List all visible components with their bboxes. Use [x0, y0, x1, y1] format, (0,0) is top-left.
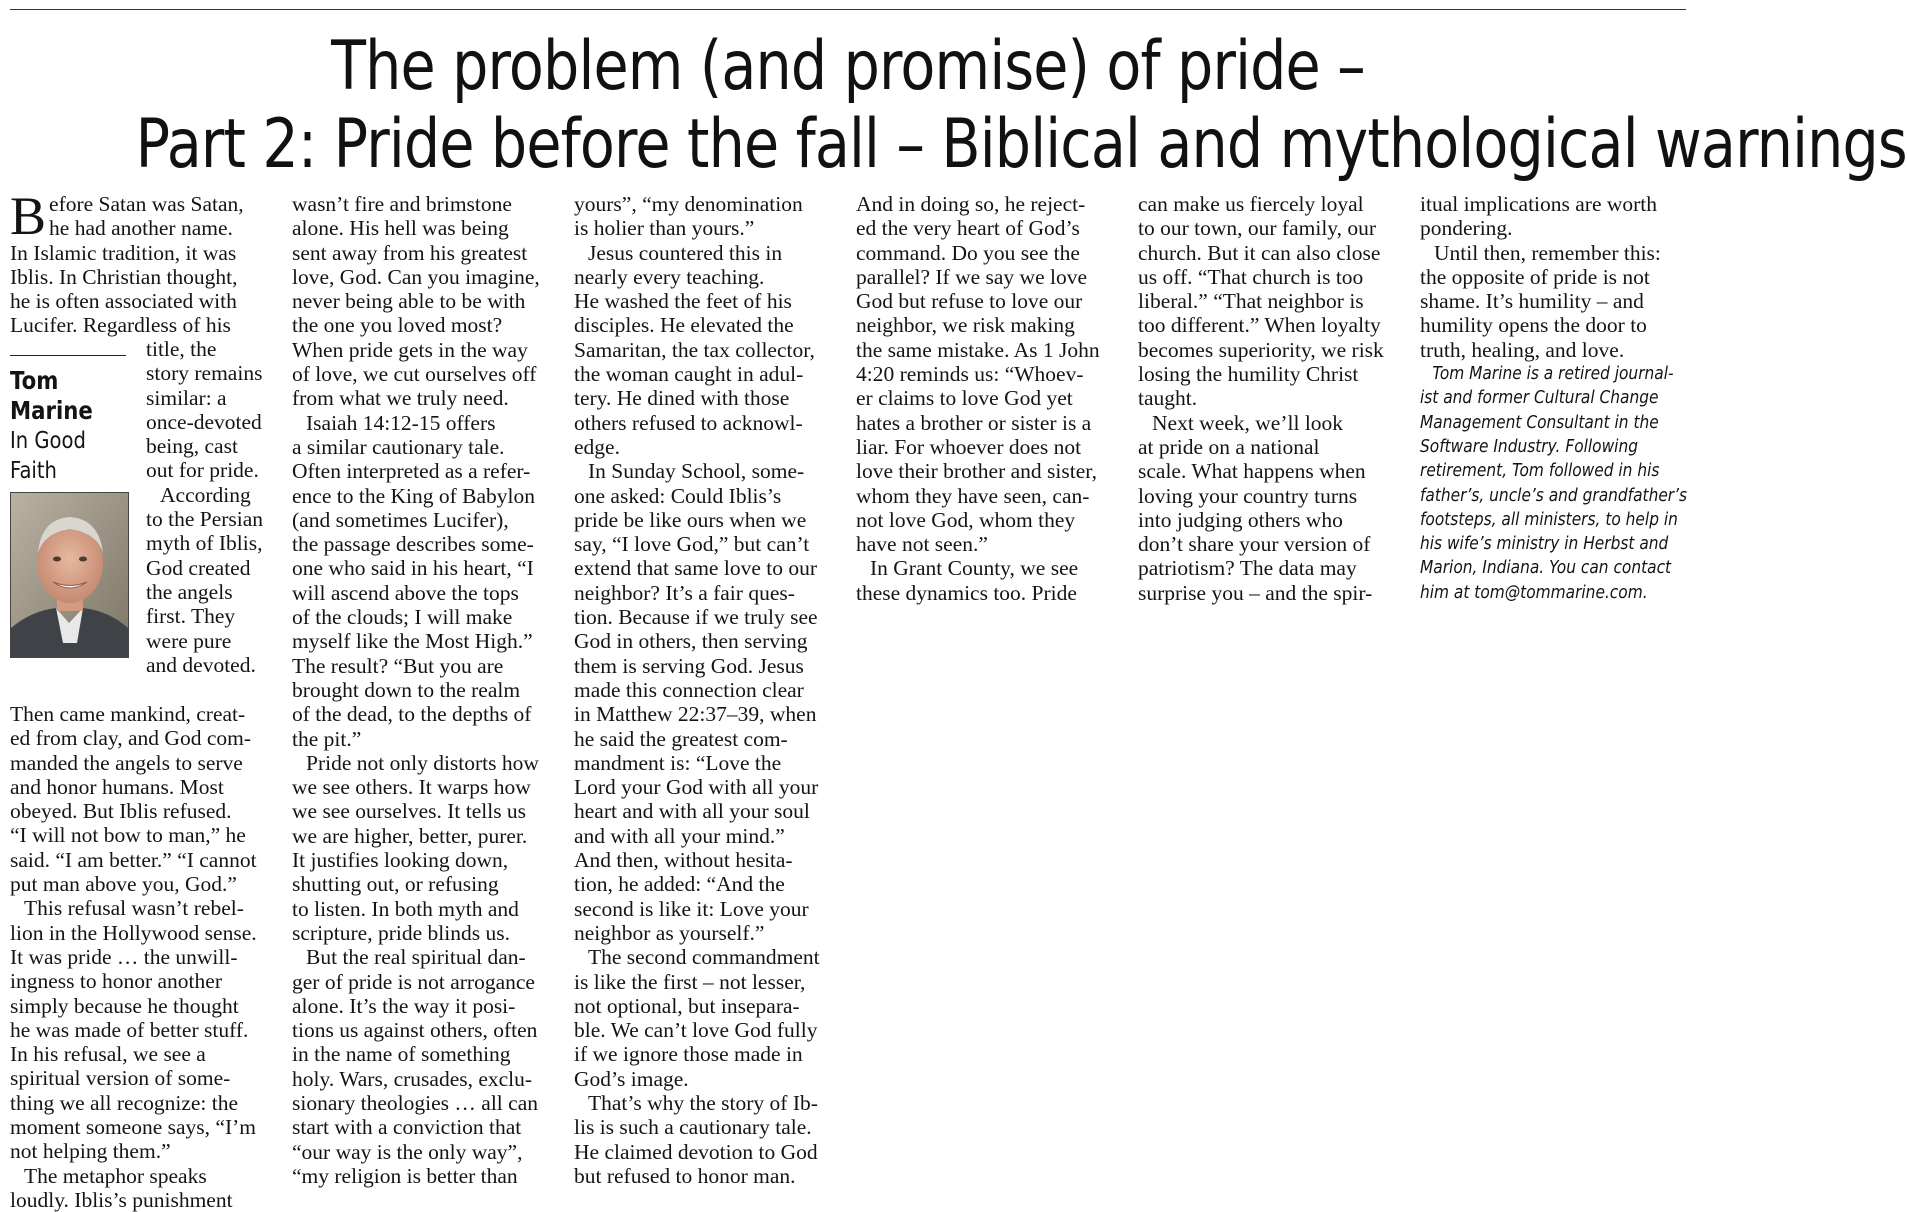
article-line: In Islamic tradition, it was [10, 240, 237, 265]
top-rule [10, 9, 1686, 10]
article-line: mandment is: “Love the [574, 750, 782, 775]
article-line: disciples. He elevated the [574, 313, 794, 338]
article-line: God but refuse to love our [856, 289, 1083, 314]
bio-line: his wife’s ministry in Herbst and [1420, 534, 1669, 555]
bio-line: Management Consultant in the [1420, 412, 1659, 433]
article-line: loving your country turns [1138, 483, 1358, 508]
article-line: put man above you, God.” [10, 872, 237, 897]
article-line: Often interpreted as a refer- [292, 459, 531, 484]
article-line: the passage describes some- [292, 532, 534, 557]
article-line: from what we truly need. [292, 386, 509, 411]
article-line: ger of pride is not arrogance [292, 969, 535, 994]
article-line: not helping them.” [10, 1139, 171, 1164]
article-line: manded the angels to serve [10, 750, 243, 775]
article-line: simply because he thought [10, 993, 239, 1018]
article-line: That’s why the story of Ib- [588, 1090, 818, 1115]
article-line: and with all your mind.” [574, 823, 785, 848]
article-line: if we ignore those made in [574, 1042, 803, 1067]
article-line: said. “I am better.” “I cannot [10, 847, 257, 872]
bio-line: retirement, Tom followed in his [1420, 461, 1660, 482]
article-line: similar: a [146, 385, 227, 410]
author-portrait-image [11, 493, 128, 657]
article-line: story remains [146, 361, 263, 386]
byline-rule [10, 355, 126, 356]
author-first-name: Tom [10, 366, 59, 395]
article-line: myself like the Most High.” [292, 629, 533, 654]
article-line: Iblis. In Christian thought, [10, 264, 238, 289]
article-line: neighbor? It’s a fair ques- [574, 580, 795, 605]
article-line: whom they have seen, can- [856, 483, 1090, 508]
article-line: God’s image. [574, 1066, 689, 1091]
article-line: the one you loved most? [292, 313, 503, 338]
bio-line: him at tom@tommarine.com. [1420, 582, 1648, 603]
article-line: alone. His hell was being [292, 216, 509, 241]
article-line: And in doing so, he reject- [856, 192, 1086, 216]
bio-line: footsteps, all ministers, to help in [1420, 509, 1678, 530]
article-line: parallel? If we say we love [856, 264, 1088, 289]
article-line: made this connection clear [574, 677, 804, 702]
article-line: It justifies looking down, [292, 848, 509, 873]
article-line: love, God. Can you imagine, [292, 264, 540, 289]
article-line: scale. What happens when [1138, 459, 1366, 484]
article-line: edge. [574, 434, 620, 459]
article-line: lion in the Hollywood sense. [10, 920, 257, 945]
article-line: too different.” When loyalty [1138, 313, 1381, 338]
article-line: The second commandment [588, 945, 820, 970]
article-line: lis is such a cautionary tale. [574, 1115, 812, 1140]
article-line: others refused to acknowl- [574, 410, 803, 435]
author-bio [1420, 362, 1688, 605]
article-line: Samaritan, the tax collector, [574, 337, 815, 362]
column-1-bottom-text [10, 702, 272, 1212]
article-line: Until then, remember this: [1434, 240, 1661, 265]
article-line: efore Satan was Satan, [49, 192, 244, 216]
article-line: we are higher, better, purer. [292, 823, 528, 848]
article-line: In his refusal, we see a [10, 1042, 206, 1067]
article-line: humility opens the door to [1420, 313, 1647, 338]
article-line: to the Persian [146, 507, 264, 532]
article-line: is like the first – not lesser, [574, 969, 806, 994]
article-line: don’t share your version of [1138, 532, 1371, 557]
article-line: we see ourselves. It tells us [292, 799, 527, 824]
article-line: love their brother and sister, [856, 459, 1097, 484]
article-line: thing we all recognize: the [10, 1090, 239, 1115]
article-line: It was pride … the unwill- [10, 944, 238, 969]
article-line: being, cast [146, 434, 238, 459]
article-line: into judging others who [1138, 507, 1343, 532]
drop-cap: B [10, 186, 47, 246]
article-line: Lucifer. Regardless of his [10, 313, 231, 338]
article-line: itual implications are worth [1420, 192, 1658, 216]
bio-line: ist and former Cultural Change [1420, 388, 1659, 409]
article-line: of love, we cut ourselves off [292, 362, 537, 387]
article-line: 4:20 reminds us: “Whoev- [856, 362, 1084, 387]
article-line: myth of Iblis, [146, 531, 263, 556]
article-line: In Sunday School, some- [588, 459, 805, 484]
article-line: Then came mankind, creat- [10, 702, 246, 726]
article-line: Jesus countered this in [588, 240, 783, 265]
article-line: pride be like ours when we [574, 507, 807, 532]
article-line: “our way is the only way”, [292, 1139, 523, 1164]
article-line: can make us fiercely loyal [1138, 192, 1364, 216]
article-line: moment someone says, “I’m [10, 1115, 257, 1140]
article-line: God created [146, 555, 251, 580]
column-1 [10, 186, 272, 338]
article-line: neighbor as yourself.” [574, 920, 765, 945]
article-line: he said the greatest com- [574, 726, 788, 751]
article-line: to our town, our family, our [1138, 216, 1377, 241]
headline [135, 27, 1907, 184]
article-line: tery. He dined with those [574, 386, 790, 411]
byline [10, 355, 136, 486]
article-line: once-devoted [146, 409, 262, 434]
article-line: tion, he added: “And the [574, 872, 785, 897]
column-1-top-text [10, 186, 272, 338]
column-3 [574, 192, 836, 1188]
article-line: loudly. Iblis’s punishment [10, 1187, 233, 1212]
article-line: were pure [146, 628, 232, 653]
article-line: second is like it: Love your [574, 896, 809, 921]
article-line: Lord your God with all your [574, 775, 819, 800]
headline-line-2: Part 2: Pride before the fall – Biblical and mythological warnings [135, 105, 1907, 184]
column-2 [292, 192, 554, 1188]
article-line: patriotism? The data may [1138, 556, 1357, 581]
column-name: In Good [10, 428, 86, 454]
article-line: And then, without hesita- [574, 848, 793, 873]
article-line: not love God, whom they [856, 507, 1076, 532]
article-line: becomes superiority, we risk [1138, 337, 1384, 362]
article-line: will ascend above the tops [292, 580, 519, 605]
article-line: sionary theologies … all can [292, 1090, 538, 1115]
article-line: “I will not bow to man,” he [10, 823, 246, 848]
article-line: spiritual version of some- [10, 1066, 231, 1091]
article-line: When pride gets in the way [292, 337, 528, 362]
article-line: tions us against others, often [292, 1018, 538, 1043]
article-line: The metaphor speaks [24, 1163, 207, 1188]
article-line: yours”, “my denomination [574, 192, 803, 216]
article-line: liberal.” “That neighbor is [1138, 289, 1364, 314]
article-line: in the name of something [292, 1042, 511, 1067]
column-6-text [1420, 192, 1682, 362]
article-line: alone. It’s the way it posi- [292, 993, 516, 1018]
article-line: not optional, but insepara- [574, 993, 800, 1018]
article-line: one who said in his heart, “I [292, 556, 534, 581]
article-line: out for pride. [146, 458, 259, 483]
article-line: church. But it can also close [1138, 240, 1381, 265]
article-line: er claims to love God yet [856, 386, 1073, 411]
article-line: he was made of better stuff. [10, 1017, 249, 1042]
article-line: “my religion is better than [292, 1163, 518, 1188]
article-line: Next week, we’ll look [1152, 410, 1344, 435]
article-line: wasn’t fire and brimstone [292, 192, 512, 216]
column-6 [1420, 192, 1688, 605]
article-line: This refusal wasn’t rebel- [24, 896, 244, 921]
article-line: ed the very heart of God’s [856, 216, 1080, 241]
article-line: nearly every teaching. [574, 264, 765, 289]
article-line: and devoted. [146, 652, 256, 677]
article-line: have not seen.” [856, 532, 988, 557]
article-line: the angels [146, 579, 233, 604]
column-4 [856, 192, 1118, 605]
article-line: Pride not only distorts how [306, 750, 539, 775]
article-line: hates a brother or sister is a [856, 410, 1092, 435]
article-line: brought down to the realm [292, 677, 521, 702]
article-line: title, the [146, 337, 217, 361]
article-line: neighbor, we risk making [856, 313, 1075, 338]
article-line: these dynamics too. Pride [856, 580, 1077, 605]
article-line: But the real spiritual dan- [306, 945, 526, 970]
article-line: to listen. In both myth and [292, 896, 519, 921]
article-line: liar. For whoever does not [856, 434, 1082, 459]
bio-line: Marion, Indiana. You can contact [1420, 558, 1672, 579]
column-name-2: Faith [10, 458, 57, 484]
headline-line-1: The problem (and promise) of pride – [331, 27, 1365, 106]
article-line: say, “I love God,” but can’t [574, 532, 810, 557]
article-line: He washed the feet of his [574, 289, 792, 314]
article-line: one asked: Could Iblis’s [574, 483, 782, 508]
article-line: extend that same love to our [574, 556, 817, 581]
article-line: ble. We can’t love God fully [574, 1018, 818, 1043]
author-photo [10, 492, 129, 658]
article-line: us off. “That church is too [1138, 264, 1364, 289]
article-line: shutting out, or refusing [292, 872, 499, 897]
article-line: pondering. [1420, 216, 1513, 241]
article-line: first. They [146, 604, 236, 629]
article-line: we see others. It warps how [292, 775, 531, 800]
bio-line: Tom Marine is a retired journal- [1432, 364, 1674, 385]
article-line: at pride on a national [1138, 434, 1320, 459]
article-line: but refused to honor man. [574, 1163, 796, 1188]
article-line: them is serving God. Jesus [574, 653, 804, 678]
article-line: shame. It’s humility – and [1420, 289, 1644, 314]
article-line: ence to the King of Babylon [292, 483, 536, 508]
article-line: Isaiah 14:12-15 offers [306, 410, 496, 435]
article-line: heart and with all your soul [574, 799, 810, 824]
article-line: never being able to be with [292, 289, 526, 314]
article-line: In Grant County, we see [870, 556, 1079, 581]
article-line: the pit.” [292, 726, 362, 751]
article-line: truth, healing, and love. [1420, 337, 1625, 362]
article-line: of the dead, to the depths of [292, 702, 532, 727]
article-line: obeyed. But Iblis refused. [10, 799, 232, 824]
article-line: ed from clay, and God com- [10, 726, 251, 751]
column-5 [1138, 192, 1400, 605]
article-line: God in others, then serving [574, 629, 808, 654]
article-line: he had another name. [49, 216, 233, 241]
article-line: of the clouds; I will make [292, 605, 513, 630]
article-line: taught. [1138, 386, 1198, 411]
author-last-name: Marine [10, 396, 93, 425]
article-line: surprise you – and the spir- [1138, 580, 1373, 605]
article-line: the woman caught in adul- [574, 362, 804, 387]
article-line: sent away from his greatest [292, 240, 528, 265]
article-line: and honor humans. Most [10, 774, 224, 799]
article-line: According [160, 482, 251, 507]
article-line: scripture, pride blinds us. [292, 920, 510, 945]
article-line: holy. Wars, crusades, exclu- [292, 1066, 533, 1091]
article-line: is holier than yours.” [574, 216, 755, 241]
article-line: a similar cautionary tale. [292, 434, 505, 459]
article-line: the same mistake. As 1 John [856, 337, 1100, 362]
article-line: start with a conviction that [292, 1115, 522, 1140]
article-line: ingness to honor another [10, 969, 222, 994]
article-line: He claimed devotion to God [574, 1139, 818, 1164]
article-line: the opposite of pride is not [1420, 264, 1650, 289]
column-1-side-text [146, 337, 263, 677]
article-line: command. Do you see the [856, 240, 1080, 265]
article-line: The result? “But you are [292, 653, 504, 678]
article-line: tion. Because if we truly see [574, 605, 818, 630]
article-line: losing the humility Christ [1138, 362, 1359, 387]
bio-line: father’s, uncle’s and grandfather’s [1420, 485, 1688, 506]
bio-line: Software Industry. Following [1420, 436, 1639, 457]
article-line: (and sometimes Lucifer), [292, 507, 509, 532]
article-line: in Matthew 22:37–39, when [574, 702, 817, 727]
article-line: he is often associated with [10, 289, 237, 314]
